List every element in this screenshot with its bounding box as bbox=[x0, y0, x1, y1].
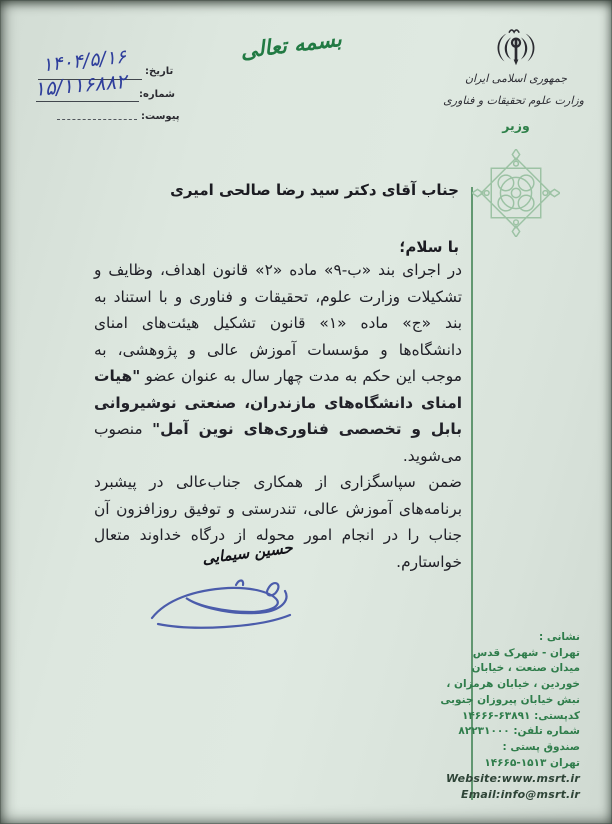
number-underline bbox=[36, 101, 139, 102]
besmellah-calligraphy: بسمه تعالی bbox=[239, 26, 343, 64]
address-line: نبش خیابان پیروزان جنوبی bbox=[440, 693, 580, 706]
number-label: شماره: bbox=[139, 89, 175, 100]
signer-name: حسین سیمایی bbox=[201, 538, 294, 568]
country-title: جمهوری اسلامی ایران bbox=[464, 72, 568, 85]
paragraph-text: در اجرای بند «ب-۹» ماده «۲» قانون اهداف، وظایف و تشکیلات وزارت علوم، تحقیقات و فناوری و با استناد به بند «ج» ماده «۱» قانون تشکیل هیئت‌های امنای دانشگاه‌ها و مؤسسات آموزش عالی و پژوهشی، به موجب این حکم به مدت چهار سال به عنوان عضو bbox=[94, 261, 463, 385]
body-paragraph-1 bbox=[94, 257, 462, 469]
date-label: تاریخ: bbox=[145, 66, 174, 77]
appointment-quote: "هیات امنای دانشگاه‌های مازندران، صنعتی نوشیروانی بابل و تخصصی فناوری‌های نوین آمل" bbox=[94, 367, 462, 438]
letterhead bbox=[443, 26, 584, 133]
attachment-label: پیوست: bbox=[141, 111, 180, 122]
phone-label: شماره تلفن: bbox=[513, 725, 580, 738]
email-text: Email:info@msrt.ir bbox=[461, 788, 580, 802]
pobox-label: صندوق پستی : bbox=[502, 740, 580, 753]
phone-line bbox=[410, 724, 580, 740]
ministry-title: وزارت علوم تحقیقات و فناوری bbox=[443, 94, 584, 107]
handwritten-signature-icon bbox=[140, 568, 300, 632]
attachment-underline bbox=[57, 119, 137, 120]
website-text: Website:www.msrt.ir bbox=[445, 772, 580, 786]
letter-body bbox=[94, 257, 462, 575]
address-label: نشانی : bbox=[539, 631, 580, 643]
phone-value: ۸۲۲۳۱۰۰۰ bbox=[458, 725, 510, 738]
address-line: خوردین ، خیابان هرمزان ، bbox=[446, 678, 580, 691]
address-block bbox=[410, 630, 580, 803]
postal-code-value: ۱۴۶۶۶-۶۳۸۹۱ bbox=[461, 709, 531, 722]
postal-code-label: کدپستی: bbox=[534, 709, 580, 722]
address-line: میدان صنعت ، خیابان bbox=[471, 662, 580, 675]
pobox-city: تهران bbox=[550, 756, 580, 769]
iran-allah-emblem-icon bbox=[493, 26, 539, 68]
date-handwritten-value: ۱۴۰۴/۵/۱۶ bbox=[41, 45, 128, 77]
pobox-line bbox=[410, 756, 580, 772]
pobox-value: ۱۴۶۶۵-۱۵۱۳ bbox=[484, 756, 547, 769]
salutation: با سلام؛ bbox=[399, 238, 459, 256]
eight-point-star-ornament-icon bbox=[472, 149, 560, 237]
address-line: تهران - شهرک قدس bbox=[472, 646, 580, 659]
body-paragraph-2: ضمن سپاسگزاری از همکاری جناب‌عالی در پیشبرد برنامه‌های آموزش عالی، تندرستی و توفیق روزافزون آن جناب را در انجام امور محوله از درگاه خداوند متعال خواستارم. bbox=[94, 473, 462, 571]
recipient-line: جناب آقای دکتر سید رضا صالحی امیری bbox=[170, 181, 459, 199]
minister-title: وزیر bbox=[502, 118, 530, 133]
paragraph-text: منصوب می‌شوید. bbox=[94, 420, 462, 465]
number-handwritten-value: ۱۵/۱۱۶۸۸۲ bbox=[33, 69, 128, 101]
postal-code-line bbox=[410, 709, 580, 725]
